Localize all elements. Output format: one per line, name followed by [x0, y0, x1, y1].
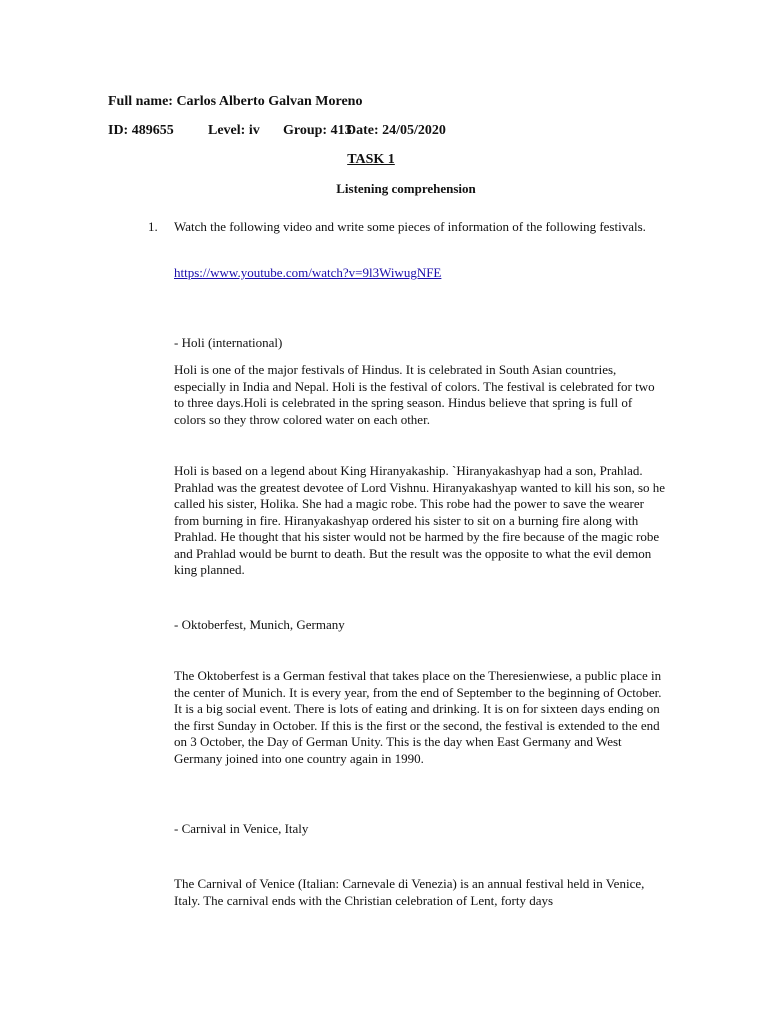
oktoberfest-heading: - Oktoberfest, Munich, Germany — [174, 617, 345, 632]
question-text: Watch the following video and write some pieces of information of the following festivals. — [174, 219, 646, 234]
student-meta-line — [108, 122, 446, 140]
oktoberfest-paragraph: The Oktoberfest is a German festival that takes place on the Theresienwiese, a public place in the center of Munich. It is every year, from the end of September to the beginning of October. It is a big social event. There is lots of eating and drinking. It is on for sixteen days ending on the first Sunday in October. If this is the first or the second, the festival is extended to the end on 3 October, the Day of German Unity. This is the day when East Germany and West Germany joined into one country again in 1990. — [174, 668, 662, 766]
student-level: Level: iv — [208, 123, 260, 138]
holi-paragraph-2: Holi is based on a legend about King Hiranyakaship. `Hiranyakashyap had a son, Prahlad. Prahlad was the greatest devotee of Lord Vishnu. Hiranyakashyap wanted to kill his son, so he called his sister, Holika. She had a magic robe. This robe had the power to save the wearer from burning in fire. Hiranyakashyap ordered his sister to sit on a burning fire along with Prahlad. He thought that his sister would not be harmed by the fire because of the magic robe and Prahlad would be burnt to death. But the result was the opposite to what the evil demon king planned. — [174, 463, 666, 577]
student-id: ID: 489655 — [108, 123, 174, 138]
holi-paragraph-1: Holi is one of the major festivals of Hindus. It is celebrated in South Asian countries, especially in India and Nepal. Holi is the festival of colors. The festival is celebrated for two to three days.Holi is celebrated in the spring season. Hindus believe that spring is full of colors so they throw colored water on each other. — [174, 362, 655, 427]
submission-date: Date: 24/05/2020 — [346, 123, 446, 138]
venice-paragraph: The Carnival of Venice (Italian: Carnevale di Venezia) is an annual festival held in Venice, Italy. The carnival ends with the Christian celebration of Lent, forty days — [174, 876, 645, 908]
task-subtitle: Listening comprehension — [336, 181, 476, 196]
question-item — [148, 215, 648, 239]
video-link[interactable]: https://www.youtube.com/watch?v=9l3WiwugNFE — [174, 265, 442, 280]
student-group: Group: 413 — [283, 123, 352, 138]
holi-heading: - Holi (international) — [174, 335, 283, 350]
task-title: TASK 1 — [347, 152, 395, 167]
venice-heading: - Carnival in Venice, Italy — [174, 821, 309, 836]
question-number: 1. — [148, 219, 158, 234]
full-name-line: Full name: Carlos Alberto Galvan Moreno — [108, 94, 363, 109]
